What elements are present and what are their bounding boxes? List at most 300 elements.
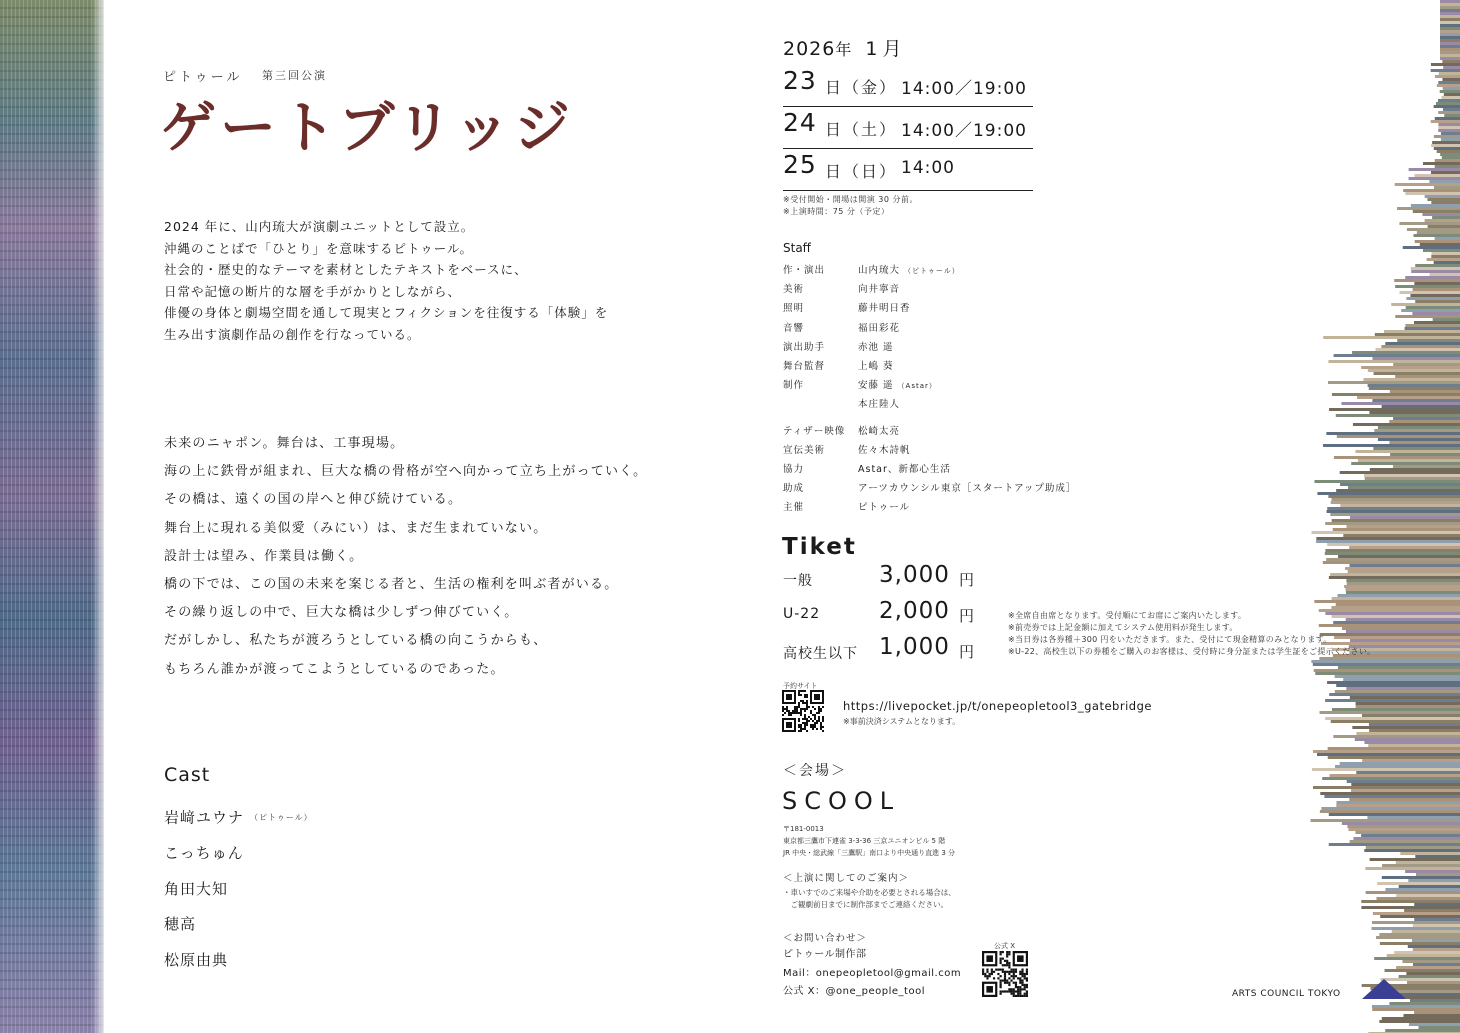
- tier-price: 1,000: [879, 634, 950, 660]
- qr-module: [818, 712, 820, 714]
- border-streak: [1434, 105, 1460, 108]
- staff-name: 佐々木詩帆: [858, 444, 911, 456]
- ticket-tier: [783, 598, 983, 634]
- tier-price: 2,000: [879, 598, 950, 624]
- border-streak: [1340, 471, 1460, 474]
- qr-module: [1006, 971, 1008, 973]
- border-streak: [1397, 207, 1460, 210]
- border-streak: [1313, 750, 1460, 753]
- story-line: 海の上に鉄骨が組まれ、巨大な橋の骨格が空へ向かって立ち上がっていく。: [164, 464, 648, 480]
- border-streak: [1440, 18, 1460, 21]
- border-streak: [1370, 858, 1460, 861]
- qr-module: [1017, 986, 1019, 988]
- qr-module: [1004, 973, 1006, 975]
- qr-module: [810, 718, 812, 720]
- qr-module: [991, 969, 993, 971]
- border-streak: [1372, 1008, 1460, 1011]
- border-streak: [1440, 3, 1460, 6]
- border-streak: [1397, 339, 1460, 342]
- border-streak: [1349, 798, 1460, 801]
- border-streak: [1410, 999, 1460, 1002]
- border-streak: [1414, 918, 1460, 921]
- qr-module: [800, 708, 802, 710]
- border-streak: [1320, 810, 1460, 813]
- border-streak: [1408, 879, 1460, 882]
- qr-module: [814, 708, 816, 710]
- qr-module: [1019, 973, 1021, 975]
- qr-module: [1024, 995, 1026, 997]
- qr-module: [1019, 986, 1021, 988]
- left-border-fade: [92, 0, 108, 1033]
- border-streak: [1405, 192, 1460, 195]
- qr-finder: [814, 694, 820, 700]
- staff-role: 演出助手: [783, 341, 826, 353]
- qr-module: [782, 710, 784, 712]
- staff-name: 向井寧音: [858, 284, 901, 296]
- border-streak: [1314, 669, 1460, 672]
- border-streak: [1437, 84, 1460, 87]
- qr-module: [822, 730, 824, 732]
- qr-module: [804, 714, 806, 716]
- border-streak: [1369, 411, 1460, 414]
- qr-module: [1006, 962, 1008, 964]
- qr-module: [812, 720, 814, 722]
- reservation-note: ※事前決済システムとなります。: [843, 717, 961, 726]
- border-streak: [1442, 60, 1460, 63]
- qr-module: [822, 716, 824, 718]
- qr-module: [1002, 951, 1004, 953]
- edition-label: 第三回公演: [262, 69, 327, 82]
- border-streak: [1334, 354, 1460, 357]
- border-streak: [1348, 828, 1460, 831]
- border-streak: [1440, 15, 1460, 18]
- ticket-note: ※前売券では上記金額に加えてシステム使用料が発生します。: [1008, 623, 1238, 632]
- border-streak: [1423, 162, 1460, 165]
- ticket-heading: Tiket: [782, 534, 857, 560]
- qr-module: [1015, 971, 1017, 973]
- border-streak: [1396, 861, 1460, 864]
- border-streak: [1412, 312, 1460, 315]
- border-streak: [1431, 201, 1460, 204]
- qr-finder: [986, 986, 993, 993]
- qr-module: [1026, 971, 1028, 973]
- border-streak: [1361, 834, 1460, 837]
- border-streak: [1323, 561, 1460, 564]
- qr-module: [984, 975, 986, 977]
- border-streak: [1336, 489, 1460, 492]
- border-streak: [1335, 765, 1460, 768]
- border-streak: [1443, 108, 1460, 111]
- staff-row: [783, 319, 1076, 338]
- staff-name: [858, 261, 960, 280]
- qr-module: [1019, 982, 1021, 984]
- qr-module: [794, 712, 796, 714]
- border-streak: [1390, 390, 1460, 393]
- qr-module: [820, 728, 822, 730]
- border-streak: [1374, 957, 1460, 960]
- border-streak: [1325, 717, 1460, 720]
- qr-module: [991, 971, 993, 973]
- border-streak: [1351, 462, 1460, 465]
- border-streak: [1351, 789, 1460, 792]
- staff-role: 作・演出: [783, 265, 826, 276]
- staff-role: 宣伝美術: [783, 444, 826, 456]
- border-streak: [1322, 777, 1460, 780]
- cast-list: [164, 800, 313, 979]
- border-streak: [1324, 795, 1460, 798]
- border-streak: [1343, 678, 1460, 681]
- qr-module: [816, 720, 818, 722]
- border-streak: [1336, 603, 1460, 606]
- border-streak: [1411, 204, 1460, 207]
- border-streak: [1409, 1023, 1460, 1026]
- qr-module: [1026, 977, 1028, 979]
- qr-module: [986, 977, 988, 979]
- qr-module: [812, 706, 814, 708]
- border-streak: [1342, 822, 1460, 825]
- border-streak: [1436, 102, 1460, 105]
- border-streak: [1323, 336, 1460, 339]
- border-streak: [1440, 12, 1460, 15]
- qr-module: [1013, 977, 1015, 979]
- border-streak: [1415, 855, 1460, 858]
- guidance-text: [783, 887, 956, 911]
- guidance-line: ご観劇前日までに制作部までご連絡ください。: [783, 900, 948, 909]
- border-streak: [1402, 960, 1460, 963]
- border-streak: [1385, 969, 1460, 972]
- qr-module: [1000, 951, 1002, 953]
- qr-module: [1026, 990, 1028, 992]
- border-streak: [1367, 816, 1460, 819]
- staff-name: [858, 376, 937, 395]
- schedule-note: ※受付開始・開場は開演 30 分前。: [783, 195, 918, 204]
- qr-finder: [986, 955, 993, 962]
- contact-info: [783, 946, 961, 1002]
- qr-module: [798, 726, 800, 728]
- brand-name: ピトゥール: [163, 70, 243, 85]
- contact-heading: ＜お問い合わせ＞: [783, 933, 868, 944]
- tier-price: 3,000: [879, 562, 950, 588]
- qr-module: [1000, 990, 1002, 992]
- staff-row: [783, 479, 1076, 498]
- cast-name: こっちゅん: [164, 844, 244, 863]
- border-streak: [1413, 234, 1460, 237]
- border-streak: [1382, 876, 1460, 879]
- border-streak: [1364, 378, 1460, 381]
- qr-module: [1019, 977, 1021, 979]
- tier-unit: 円: [959, 571, 975, 589]
- border-streak: [1419, 1026, 1460, 1029]
- border-streak: [1400, 291, 1460, 294]
- border-streak: [1428, 225, 1460, 228]
- qr-module: [1015, 975, 1017, 977]
- qr-module: [782, 714, 784, 716]
- qr-module: [812, 714, 814, 716]
- staff-row: [783, 299, 1076, 318]
- border-streak: [1346, 525, 1460, 528]
- border-streak: [1372, 399, 1460, 402]
- right-painted-border: [1310, 0, 1460, 1033]
- qr-module: [820, 722, 822, 724]
- border-streak: [1384, 330, 1460, 333]
- ticket-notes: [1008, 610, 1375, 658]
- qr-module: [1019, 971, 1021, 973]
- qr-module: [806, 696, 808, 698]
- story-text: [164, 430, 647, 684]
- border-streak: [1350, 696, 1460, 699]
- tier-label: 一般: [783, 573, 813, 589]
- border-streak: [1327, 510, 1460, 513]
- border-streak: [1409, 168, 1460, 171]
- border-streak: [1357, 396, 1460, 399]
- border-streak: [1368, 744, 1460, 747]
- border-streak: [1382, 405, 1460, 408]
- staff-row: [783, 357, 1076, 376]
- qr-module: [1010, 979, 1012, 981]
- qr-module: [986, 975, 988, 977]
- intro-line: 沖縄のことばで「ひとり」を意味するピトゥール。: [164, 240, 473, 256]
- staff-role: 美術: [783, 284, 805, 296]
- arts-council-logo-icon: [1362, 978, 1406, 1000]
- border-streak: [1332, 393, 1460, 396]
- qr-module: [806, 700, 808, 702]
- cast-member: [164, 872, 313, 908]
- border-streak: [1393, 465, 1460, 468]
- border-streak: [1442, 78, 1460, 81]
- qr-module: [806, 724, 808, 726]
- staff-name: 福田彩花: [858, 322, 901, 334]
- border-streak: [1415, 264, 1460, 267]
- staff-role: 舞台監督: [783, 360, 826, 372]
- border-streak: [1353, 837, 1460, 840]
- border-streak: [1356, 771, 1460, 774]
- qr-module: [800, 694, 802, 696]
- border-streak: [1431, 144, 1460, 147]
- border-streak: [1413, 948, 1460, 951]
- border-streak: [1440, 0, 1460, 3]
- border-streak: [1440, 54, 1460, 57]
- x-qr-code[interactable]: [982, 951, 1028, 997]
- qr-module: [802, 718, 804, 720]
- border-streak: [1394, 951, 1460, 954]
- qr-module: [1017, 990, 1019, 992]
- qr-module: [1015, 986, 1017, 988]
- qr-module: [1008, 984, 1010, 986]
- year-unit: 年: [835, 40, 853, 59]
- qr-module: [816, 712, 818, 714]
- border-streak: [1414, 321, 1460, 324]
- border-streak: [1444, 93, 1460, 96]
- border-streak: [1434, 186, 1460, 189]
- qr-module: [1013, 993, 1015, 995]
- border-streak: [1390, 453, 1460, 456]
- reservation-link[interactable]: https://livepocket.jp/t/onepeopletool3_gatebridge: [843, 699, 1152, 713]
- qr-module: [798, 694, 800, 696]
- staff-name: 上嶋 葵: [858, 360, 894, 372]
- qr-module: [814, 714, 816, 716]
- qr-module: [1004, 971, 1006, 973]
- qr-module: [1026, 969, 1028, 971]
- border-streak: [1335, 675, 1460, 678]
- qr-module: [1021, 971, 1023, 973]
- qr-module: [1006, 990, 1008, 992]
- border-streak: [1435, 165, 1460, 168]
- intro-line: 日常や記憶の断片的な層を手がかりとしながら、: [164, 283, 462, 299]
- qr-module: [822, 718, 824, 720]
- story-line: その橋は、遠くの国の岸へと伸び続けている。: [164, 492, 463, 508]
- border-streak: [1328, 747, 1460, 750]
- qr-module: [1024, 975, 1026, 977]
- qr-module: [1015, 969, 1017, 971]
- border-streak: [1329, 813, 1460, 816]
- qr-module: [1013, 988, 1015, 990]
- border-streak: [1347, 780, 1460, 783]
- contact-org: ピトゥール制作部: [783, 949, 867, 960]
- tier-unit: 円: [959, 607, 975, 625]
- border-streak: [1338, 594, 1460, 597]
- cast-heading: Cast: [164, 764, 211, 786]
- qr-module: [814, 718, 816, 720]
- qr-module: [1026, 984, 1028, 986]
- border-streak: [1413, 924, 1460, 927]
- border-streak: [1356, 732, 1460, 735]
- border-streak: [1392, 930, 1460, 933]
- border-streak: [1344, 585, 1460, 588]
- ticket-tier: [783, 634, 983, 670]
- border-streak: [1351, 783, 1460, 786]
- border-streak: [1429, 180, 1460, 183]
- border-streak: [1327, 543, 1460, 546]
- border-streak: [1378, 426, 1460, 429]
- qr-module: [808, 716, 810, 718]
- border-streak: [1395, 285, 1460, 288]
- qr-module: [794, 706, 796, 708]
- qr-finder: [1017, 955, 1024, 962]
- qr-module: [806, 722, 808, 724]
- border-streak: [1374, 372, 1460, 375]
- qr-module: [1000, 960, 1002, 962]
- venue-name: SCOOL: [782, 787, 901, 815]
- border-streak: [1311, 660, 1460, 663]
- qr-module: [1002, 958, 1004, 960]
- border-streak: [1440, 51, 1460, 54]
- border-streak: [1441, 96, 1460, 99]
- tier-unit: 円: [959, 643, 975, 661]
- border-streak: [1338, 555, 1460, 558]
- border-streak: [1427, 198, 1460, 201]
- qr-module: [794, 710, 796, 712]
- border-streak: [1394, 279, 1460, 282]
- qr-module: [1000, 962, 1002, 964]
- border-streak: [1341, 402, 1460, 405]
- border-streak: [1389, 441, 1460, 444]
- qr-module: [1006, 955, 1008, 957]
- border-streak: [1425, 219, 1460, 222]
- intro-text: [164, 216, 608, 345]
- reservation-qr-code[interactable]: [782, 690, 824, 732]
- border-streak: [1350, 840, 1460, 843]
- qr-module: [794, 708, 796, 710]
- qr-module: [806, 730, 808, 732]
- performance-date: [783, 108, 1033, 149]
- qr-module: [1000, 958, 1002, 960]
- contact-x-account[interactable]: 公式 X：@one_people_tool: [783, 986, 925, 997]
- border-streak: [1440, 45, 1460, 48]
- border-streak: [1432, 252, 1460, 255]
- qr-module: [804, 702, 806, 704]
- border-streak: [1346, 591, 1460, 594]
- border-streak: [1414, 903, 1460, 906]
- qr-module: [810, 724, 812, 726]
- qr-module: [1008, 966, 1010, 968]
- contact-email[interactable]: Mail：onepeopletool@gmail.com: [783, 967, 962, 979]
- staff-name-text: 山内琉大: [858, 265, 901, 276]
- border-streak: [1431, 69, 1460, 72]
- border-streak: [1331, 606, 1460, 609]
- qr-module: [1017, 977, 1019, 979]
- qr-module: [792, 712, 794, 714]
- border-streak: [1373, 447, 1460, 450]
- qr-module: [1017, 988, 1019, 990]
- qr-module: [1000, 969, 1002, 971]
- qr-module: [816, 722, 818, 724]
- schedule-notes: [783, 194, 918, 218]
- qr-module: [800, 726, 802, 728]
- qr-module: [812, 726, 814, 728]
- border-streak: [1340, 504, 1460, 507]
- border-streak: [1387, 954, 1460, 957]
- border-streak: [1334, 456, 1460, 459]
- address-line: JR 中央・総武線「三鷹駅」南口より中央通り直進 3 分: [783, 849, 956, 857]
- border-streak: [1314, 600, 1460, 603]
- border-streak: [1316, 540, 1460, 543]
- border-streak: [1378, 438, 1460, 441]
- date-day: 23: [783, 66, 817, 95]
- qr-module: [1008, 964, 1010, 966]
- qr-module: [1015, 990, 1017, 992]
- border-streak: [1323, 444, 1460, 447]
- qr-module: [1024, 993, 1026, 995]
- border-streak: [1396, 894, 1460, 897]
- qr-module: [800, 724, 802, 726]
- staff-role: 助成: [783, 483, 805, 495]
- border-streak: [1329, 576, 1460, 579]
- border-streak: [1423, 249, 1460, 252]
- border-streak: [1438, 81, 1460, 84]
- qr-module: [1026, 979, 1028, 981]
- date-times: 14:00: [901, 158, 955, 178]
- address-line: 東京都三鷹市下連雀 3-3-36 三京ユニオンビル 5 階: [783, 837, 946, 845]
- border-streak: [1438, 129, 1460, 132]
- border-streak: [1382, 864, 1460, 867]
- border-streak: [1431, 255, 1460, 258]
- staff-role: 協力: [783, 463, 805, 475]
- qr-module: [1024, 973, 1026, 975]
- staff-row: [783, 338, 1076, 357]
- qr-module: [806, 706, 808, 708]
- qr-module: [796, 712, 798, 714]
- qr-module: [1008, 982, 1010, 984]
- qr-module: [1010, 990, 1012, 992]
- border-streak: [1338, 666, 1460, 669]
- border-streak: [1376, 348, 1460, 351]
- border-streak: [1413, 288, 1460, 291]
- qr-module: [802, 722, 804, 724]
- staff-role: 主催: [783, 502, 805, 514]
- border-streak: [1340, 762, 1460, 765]
- border-streak: [1410, 294, 1460, 297]
- border-streak: [1325, 699, 1460, 702]
